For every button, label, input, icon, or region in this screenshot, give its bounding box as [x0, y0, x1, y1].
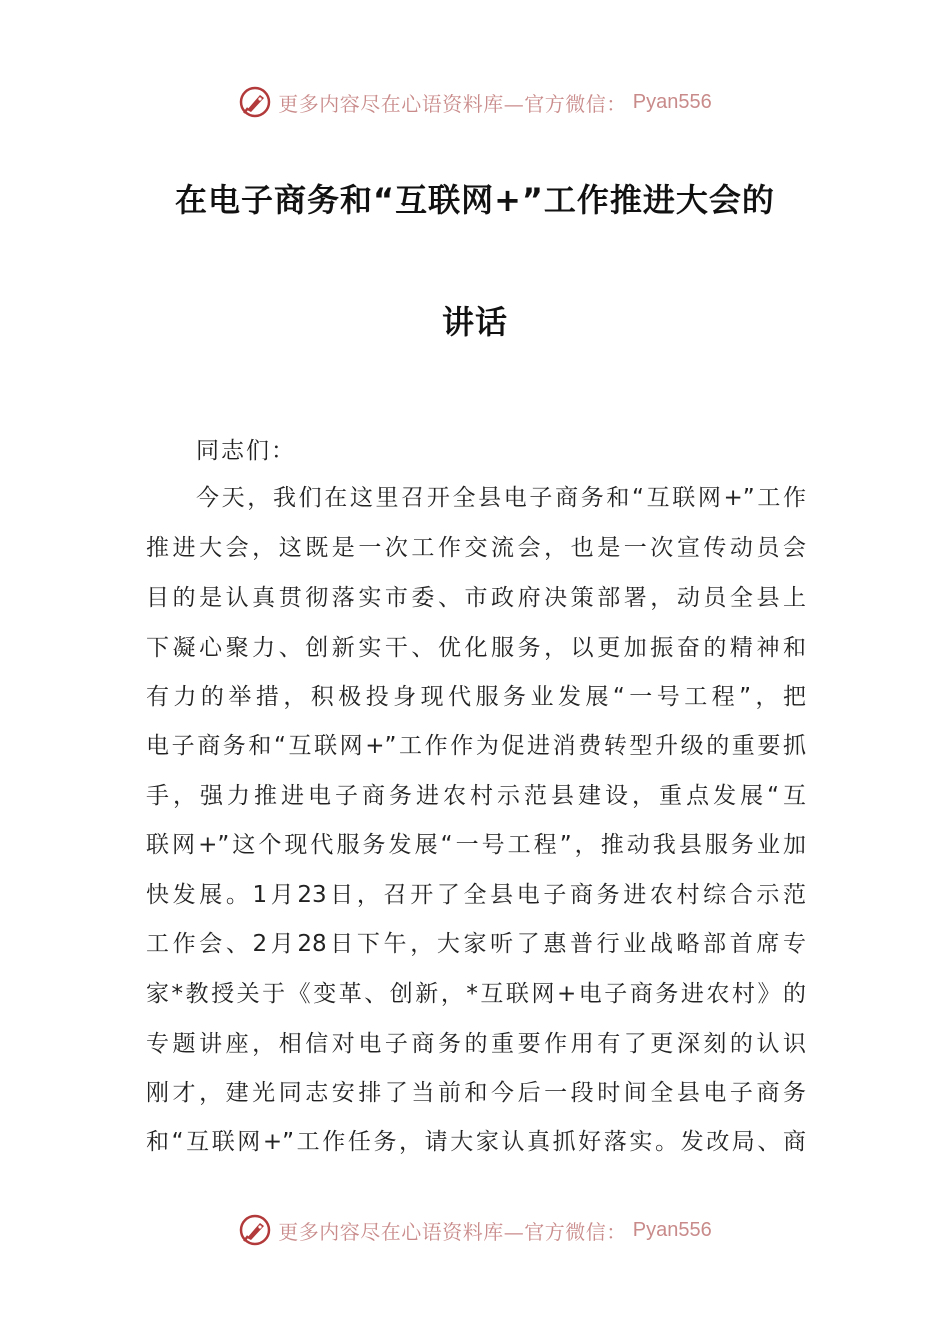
paragraph-line: 刚才，建光同志安排了当前和今后一段时间全县电子商务 — [146, 1080, 806, 1106]
paragraph-line: 快发展。1月23日，召开了全县电子商务进农村综合示范 — [146, 882, 806, 908]
paragraph-line: 目的是认真贯彻落实市委、市政府决策部署，动员全县上 — [146, 585, 806, 611]
pen-nib-logo-icon — [238, 85, 272, 119]
paragraph-line: 和“互联网+”工作任务，请大家认真抓好落实。发改局、商 — [146, 1129, 806, 1155]
paragraph-line: 手，强力推进电子商务进农村示范县建设，重点发展“互 — [146, 783, 806, 809]
watermark-banner-bottom — [0, 1210, 950, 1250]
paragraph-line: 下凝心聚力、创新实干、优化服务，以更加振奋的精神和 — [146, 635, 806, 661]
paragraph-line: 联网+”这个现代服务发展“一号工程”，推动我县服务业加 — [146, 832, 806, 858]
document-title-line1: 在电子商务和“互联网+”工作推进大会的 — [175, 181, 775, 219]
paragraph-line: 电子商务和“互联网+”工作作为促进消费转型升级的重要抓 — [146, 733, 806, 759]
watermark-wechat-id: Pyan556 — [632, 1218, 712, 1241]
salutation: 同志们： — [196, 438, 296, 464]
paragraph-line: 推进大会，这既是一次工作交流会，也是一次宣传动员会 — [146, 535, 806, 561]
watermark-wechat-id: Pyan556 — [632, 90, 712, 113]
watermark-banner-top — [0, 82, 950, 122]
paragraph-line: 专题讲座，相信对电子商务的重要作用有了更深刻的认识 — [146, 1031, 806, 1057]
paragraph-line: 家*教授关于《变革、创新，*互联网+电子商务进农村》的 — [146, 981, 806, 1007]
watermark-text: 更多内容尽在心语资料库—官方微信： — [278, 1219, 627, 1244]
paragraph-line: 工作会、2月28日下午，大家听了惠普行业战略部首席专 — [146, 931, 806, 957]
paragraph-line: 有力的举措，积极投身现代服务业发展“一号工程”，把 — [146, 684, 806, 710]
paragraph-line: 今天，我们在这里召开全县电子商务和“互联网+”工作 — [196, 485, 806, 511]
watermark-text: 更多内容尽在心语资料库—官方微信： — [278, 91, 627, 116]
document-title-line2: 讲话 — [441, 303, 508, 341]
pen-nib-logo-icon — [238, 1213, 272, 1247]
